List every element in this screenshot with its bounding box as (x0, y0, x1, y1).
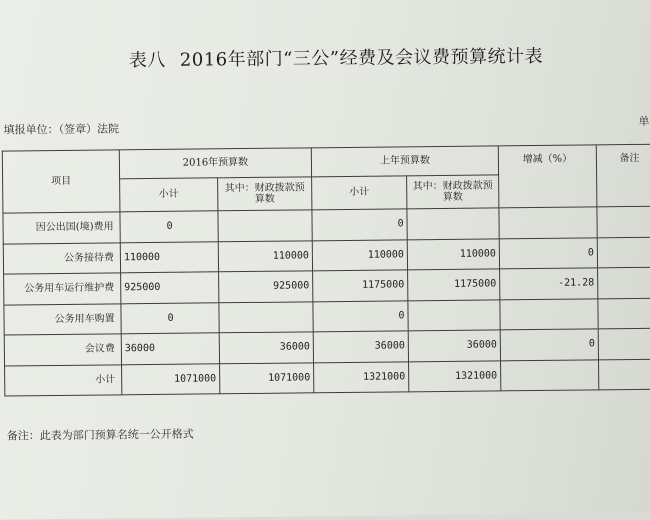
header-remark: 备注 (596, 144, 650, 207)
cell-last-subtotal: 0 (312, 209, 407, 240)
cell-remark (597, 237, 650, 268)
cell-last-fiscal: 110000 (407, 238, 499, 269)
header-subtotal-2016: 小计 (120, 178, 218, 212)
cell-budget-subtotal: 36000 (121, 333, 219, 365)
cell-budget-fiscal (219, 301, 313, 332)
cell-budget-fiscal: 925000 (219, 271, 313, 302)
row-label: 公务用车购置 (4, 303, 121, 335)
cell-last-fiscal: 1175000 (408, 269, 500, 300)
cell-remark (598, 328, 650, 359)
cell-change: -21.28 (500, 268, 598, 300)
cell-remark (598, 298, 650, 329)
cell-last-subtotal: 36000 (313, 331, 408, 362)
cell-budget-subtotal: 110000 (120, 241, 218, 273)
cell-last-subtotal: 110000 (312, 239, 407, 270)
title-lead: 表八 (128, 49, 166, 72)
cell-change (501, 359, 599, 391)
cell-change: 0 (500, 329, 598, 361)
header-fiscal-2016: 其中：财政拨款预算数 (218, 177, 312, 211)
cell-budget-fiscal: 36000 (219, 332, 313, 363)
header-budget-2016: 2016年预算数 (119, 148, 311, 179)
title-text: 2016年部门“三公”经费及会议费预算统计表 (179, 45, 544, 71)
cell-last-subtotal: 1175000 (313, 270, 408, 301)
cell-budget-subtotal: 0 (120, 211, 218, 243)
cell-budget-subtotal: 925000 (121, 272, 219, 304)
document-title (129, 42, 543, 72)
budget-table (2, 144, 650, 397)
cell-last-subtotal: 1321000 (314, 361, 409, 392)
row-label: 会议费 (4, 334, 121, 366)
header-fiscal-last: 其中：财政拨款预算数 (407, 175, 499, 209)
cell-remark (599, 359, 650, 390)
header-last-year: 上年预算数 (311, 146, 498, 177)
row-label: 小计 (5, 364, 122, 396)
header-subtotal-last: 小计 (312, 176, 407, 210)
row-label: 公务用车运行维护费 (4, 273, 121, 305)
cell-last-fiscal (408, 299, 500, 330)
row-label: 公务接待费 (3, 242, 120, 274)
cell-budget-fiscal: 1071000 (220, 362, 314, 393)
corner-text: 单 (638, 114, 650, 128)
header-item: 项目 (2, 150, 120, 213)
cell-change (500, 298, 598, 330)
cell-budget-fiscal (218, 210, 312, 241)
cell-last-fiscal: 1321000 (409, 360, 501, 391)
cell-budget-subtotal: 0 (121, 302, 219, 334)
cell-remark (597, 206, 650, 237)
cell-remark (598, 267, 650, 298)
cell-change: 0 (499, 237, 597, 269)
cell-budget-subtotal: 1071000 (122, 363, 220, 395)
cell-budget-fiscal: 110000 (218, 240, 312, 271)
filing-unit: 填报单位：（签章）法院 (3, 122, 120, 137)
cell-change (499, 207, 597, 239)
header-change: 增减（%） (498, 145, 597, 208)
footnote: 备注：此表为部门预算名统一公开格式 (6, 427, 194, 443)
cell-last-subtotal: 0 (313, 300, 408, 331)
row-label: 因公出国(境)费用 (3, 212, 120, 244)
cell-last-fiscal (407, 208, 499, 239)
cell-last-fiscal: 36000 (408, 330, 500, 361)
table-row-total (5, 359, 650, 396)
header-row-1 (2, 144, 650, 180)
